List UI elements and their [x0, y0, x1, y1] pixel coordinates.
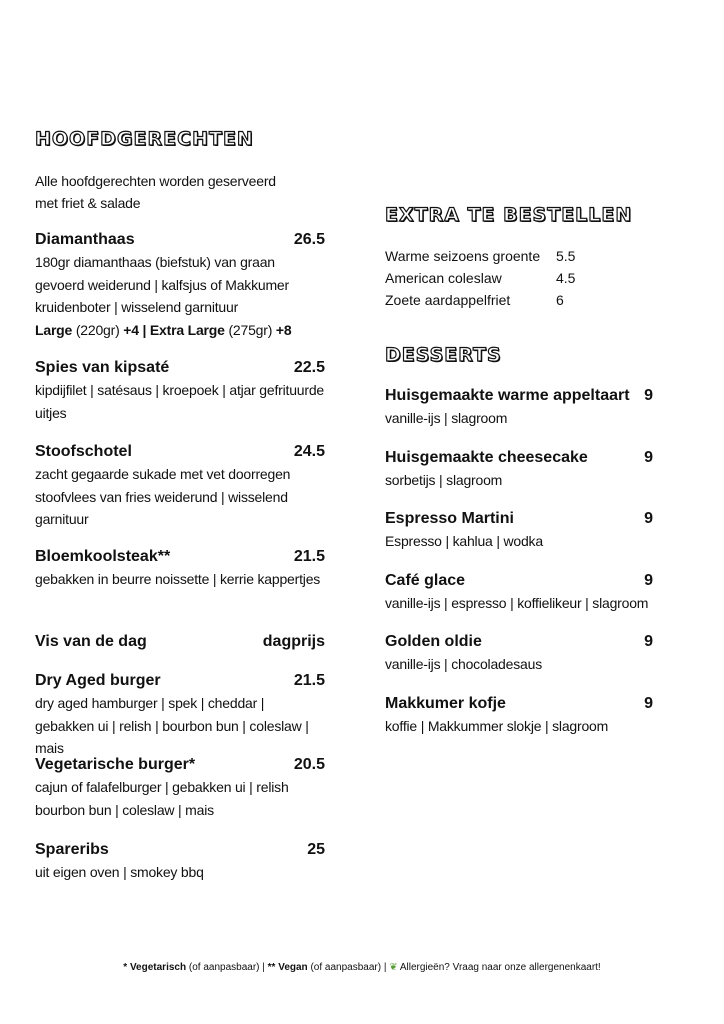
item-name: Dry Aged burger [35, 672, 161, 689]
extra-row [385, 292, 564, 308]
item-price: 9 [644, 510, 653, 527]
item-description: koffie | Makkummer slokje | slagroom [385, 718, 609, 734]
item-name: Huisgemaakte warme appeltaart [385, 387, 630, 404]
item-description: gebakken in beurre noissette | kerrie kappertjes [35, 571, 321, 587]
item-description: vanille-ijs | espresso | koffielikeur | slagroom [385, 595, 649, 611]
intro-line: Alle hoofdgerechten worden geserveerd [35, 173, 276, 189]
item-price: 21.5 [293, 672, 325, 689]
intro-line: met friet & salade [35, 195, 141, 211]
item-price: 25 [307, 841, 325, 858]
item-description: dry aged hamburger | spek | cheddar | gebakken ui | relish | bourbon bun | coleslaw | mais [35, 695, 309, 756]
section-heading-desserts: DESSERTS [385, 344, 502, 366]
menu-item [35, 546, 325, 591]
veg-mark: * [123, 962, 130, 973]
item-name: Golden oldie [385, 633, 482, 650]
item-price: 20.5 [293, 756, 325, 773]
extra-name: Zoete aardappelfriet [385, 292, 511, 308]
item-name: Bloemkoolsteak** [35, 548, 171, 565]
item-price: 21.5 [293, 548, 325, 565]
item-name: Diamanthaas [35, 231, 135, 248]
item-price: 9 [644, 449, 653, 466]
extra-name: Warme seizoens groente [385, 248, 541, 264]
extra-price: 6 [556, 292, 564, 308]
item-name: Vegetarische burger* [35, 756, 196, 773]
item-description: 180gr diamanthaas (biefstuk) van graan gevoerd weiderund | kalfsjus of Makkumer kruidenboter | wisselend garnituur [35, 254, 289, 315]
menu-item [35, 754, 325, 821]
item-name: Huisgemaakte cheesecake [385, 449, 588, 466]
item-price: 22.5 [293, 359, 325, 376]
size-options [35, 319, 325, 342]
vegan-label: Vegan [278, 962, 308, 973]
veg-label: Vegetarisch [129, 962, 187, 973]
item-name: Spies van kipsaté [35, 359, 170, 376]
menu-item [35, 229, 325, 341]
item-name: Stoofschotel [35, 443, 132, 460]
size-large: Large [35, 321, 73, 338]
intro-text [35, 170, 276, 214]
size-xl: +4 | Extra Large [123, 321, 225, 338]
extra-price: 4.5 [556, 270, 576, 286]
menu-item [35, 839, 325, 884]
menu-item [385, 508, 653, 553]
item-description: cajun of falafelburger | gebakken ui | relish bourbon bun | coleslaw | mais [35, 779, 289, 818]
item-description: vanille-ijs | chocoladesaus [385, 656, 542, 672]
extra-price: 5.5 [556, 248, 576, 264]
allergy-note: Allergieën? Vraag naar onze allergenenkaart! [397, 962, 601, 973]
leaf-icon: ❦ [389, 962, 398, 973]
footer-legend [0, 962, 724, 973]
item-price: 9 [644, 633, 653, 650]
item-name: Vis van de dag [35, 633, 147, 650]
size-price: +8 [275, 321, 292, 338]
item-description: Espresso | kahlua | wodka [385, 533, 543, 549]
item-name: Spareribs [35, 841, 109, 858]
menu-item [35, 357, 325, 424]
veg-note: (of aanpasbaar) | [186, 962, 268, 973]
item-price: 26.5 [293, 231, 325, 248]
item-price: 9 [644, 387, 653, 404]
item-description: uit eigen oven | smokey bbq [35, 864, 204, 880]
extra-row [385, 248, 576, 264]
extra-name: American coleslaw [385, 270, 502, 286]
size-weight: (275gr) [224, 321, 276, 338]
item-price: 24.5 [293, 443, 325, 460]
menu-item [385, 631, 653, 676]
menu-item [385, 570, 653, 615]
vegan-mark: ** [267, 962, 279, 973]
menu-item [35, 631, 325, 653]
item-description: kipdijfilet | satésaus | kroepoek | atjar gefrituurde uitjes [35, 382, 325, 421]
section-heading-main: HOOFDGERECHTEN [35, 128, 254, 150]
section-heading-extra: EXTRA TE BESTELLEN [385, 204, 633, 226]
menu-item [35, 441, 325, 531]
item-price: 9 [644, 695, 653, 712]
item-name: Café glace [385, 572, 466, 589]
item-description: sorbetijs | slagroom [385, 472, 503, 488]
item-price: 9 [644, 572, 653, 589]
item-price: dagprijs [262, 633, 325, 650]
menu-item [385, 385, 653, 430]
menu-item [35, 670, 325, 760]
menu-item [385, 447, 653, 492]
item-name: Espresso Martini [385, 510, 514, 527]
size-weight: (220gr) [72, 321, 124, 338]
extra-row [385, 270, 576, 286]
menu-item [385, 693, 653, 738]
item-name: Makkumer kofje [385, 695, 506, 712]
vegan-note: (of aanpasbaar) | [307, 962, 390, 973]
item-description: vanille-ijs | slagroom [385, 410, 508, 426]
item-description: zacht gegaarde sukade met vet doorregen stoofvlees van fries weiderund | wisselend garnituur [35, 466, 291, 527]
